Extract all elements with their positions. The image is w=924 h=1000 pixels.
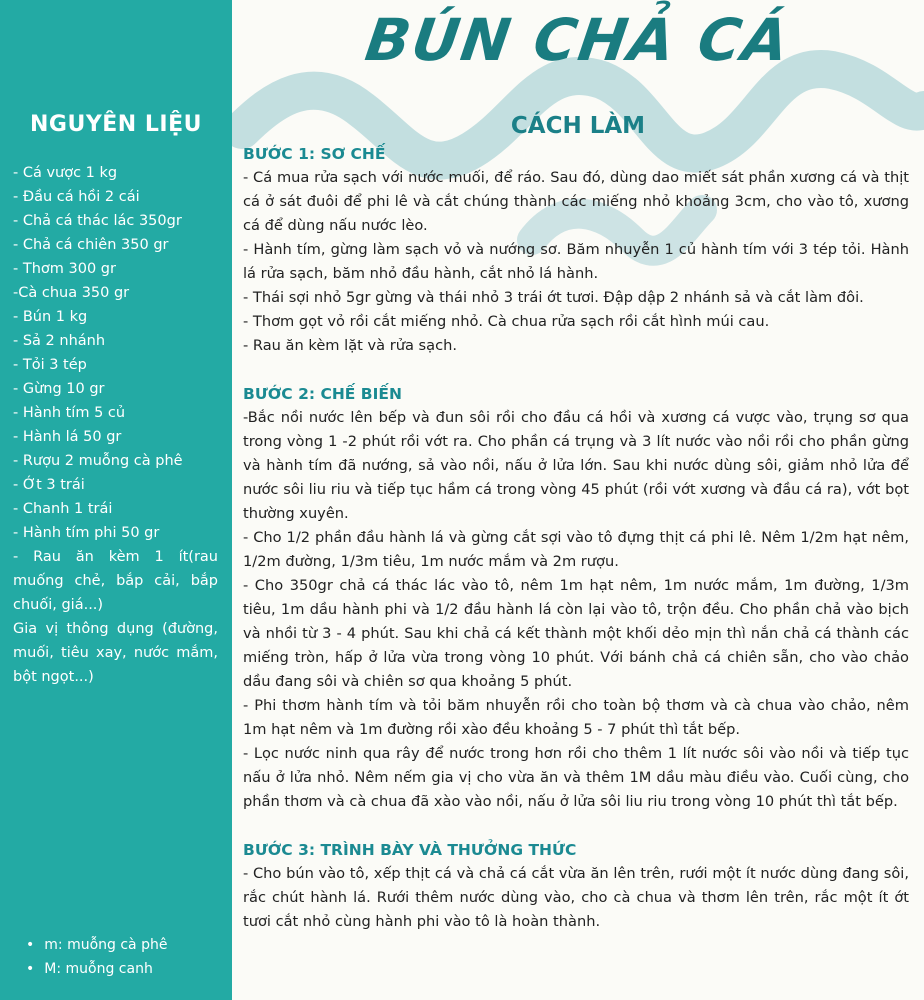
ingredient-item: - Chanh 1 trái: [13, 501, 113, 517]
step-paragraph: - Lọc nước ninh qua rây để nước trong hơn rồi cho thêm 1 lít nước sôi vào nồi và tiếp tục nấu ở lửa nhỏ. Nêm nếm gia vị cho vừa ăn và thêm 1M dầu màu điều vào. Cuối cùng, cho phần thơm và cà chua đã xào vào nồi, nấu ở lửa sôi liu riu trong vòng 10 phút thì tắt bếp.: [243, 745, 909, 810]
step-paragraph: - Hành tím, gừng làm sạch vỏ và nướng sơ. Băm nhuyễn 1 củ hành tím với 3 tép tỏi. Hành lá rửa sạch, băm nhỏ đầu hành, cắt nhỏ lá hành.: [243, 241, 909, 282]
recipe-title: BÚN CHẢ CÁ: [361, 6, 795, 74]
ingredient-item: - Rượu 2 muỗng cà phê: [13, 453, 183, 469]
step-section: [243, 838, 909, 934]
step-paragraph: - Cho 1/2 phần đầu hành lá và gừng cắt sợi vào tô đựng thịt cá phi lê. Nêm 1/2m hạt nêm, 1/2m đường, 1/3m tiêu, 1m nước mắm và 2m rượu.: [243, 529, 909, 570]
step-paragraph: - Cá mua rửa sạch với nước muối, để ráo. Sau đó, dùng dao miết sát phần xương cá và thịt cá ở sát đuôi để phi lê và cắt chúng thành các miếng nhỏ khoảng 3cm, cho vào tô, xương cá để dùng nấu nước lèo.: [243, 169, 909, 234]
ingredient-item: -Cà chua 350 gr: [13, 285, 130, 301]
ingredient-item: - Chả cá thác lác 350gr: [13, 213, 182, 229]
step-paragraph: - Phi thơm hành tím và tỏi băm nhuyễn rồi cho toàn bộ thơm và cà chua vào chảo, nêm 1m hạt nêm và 1m đường rồi xào đều khoảng 5 - 7 phút thì tắt bếp.: [243, 697, 909, 738]
ingredient-item: - Đầu cá hồi 2 cái: [13, 189, 140, 205]
ingredient-item: - Hành tím 5 củ: [13, 405, 126, 421]
step-paragraph: - Rau ăn kèm lặt và rửa sạch.: [243, 337, 458, 354]
step-section: [243, 142, 909, 358]
ingredient-item: - Thơm 300 gr: [13, 261, 116, 277]
ingredient-item: - Bún 1 kg: [13, 309, 88, 325]
ingredient-item: - Cá vược 1 kg: [13, 165, 118, 181]
step-paragraph: - Thơm gọt vỏ rồi cắt miếng nhỏ. Cà chua rửa sạch rồi cắt hình múi cau.: [243, 313, 770, 330]
ingredient-item: - Tỏi 3 tép: [13, 357, 87, 373]
step-section: [243, 382, 909, 814]
unit-legend: [26, 933, 167, 981]
ingredient-item: - Hành lá 50 gr: [13, 429, 122, 445]
ingredients-sidebar: [0, 0, 232, 1000]
step-paragraph: - Cho bún vào tô, xếp thịt cá và chả cá cắt vừa ăn lên trên, rưới một ít nước dùng đang sôi, rắc chút hành lá. Rưới thêm nước dùng vào, cho cà chua và thơm lên trên, rắc một ít ớt tươi cắt nhỏ cùng hành phi vào tô là hoàn thành.: [243, 865, 909, 930]
step-heading: BƯỚC 1: SƠ CHẾ: [243, 145, 386, 163]
ingredients-list: [13, 161, 218, 689]
step-heading: BƯỚC 3: TRÌNH BÀY VÀ THƯỞNG THỨC: [243, 841, 577, 859]
ingredient-item: - Sả 2 nhánh: [13, 333, 106, 349]
recipe-steps: [243, 142, 909, 958]
legend-item: • M: muỗng canh: [26, 957, 167, 981]
ingredient-item: Gia vị thông dụng (đường, muối, tiêu xay, nước mắm, bột ngọt...): [13, 621, 218, 685]
step-paragraph: - Cho 350gr chả cá thác lác vào tô, nêm 1m hạt nêm, 1m nước mắm, 1m đường, 1/3m tiêu, 1m dầu hành phi và 1/2 đầu hành lá còn lại vào tô, trộn đều. Cho phần chả vào bịch và nhồi từ 3 - 4 phút. Sau khi chả cá kết thành một khối dẻo mịn thì nắn chả cá thành các miếng tròn, hấp ở lửa vừa trong vòng 10 phút. Với bánh chả cá chiên sẵn, cho vào chảo dầu đang sôi và chiên sơ qua khoảng 5 phút.: [243, 577, 909, 690]
step-paragraph: - Thái sợi nhỏ 5gr gừng và thái nhỏ 3 trái ớt tươi. Đập dập 2 nhánh sả và cắt làm đôi.: [243, 289, 864, 306]
ingredient-item: - Ớt 3 trái: [13, 477, 85, 493]
method-heading: CÁCH LÀM: [510, 113, 646, 139]
ingredient-item: - Gừng 10 gr: [13, 381, 105, 397]
ingredient-item: - Rau ăn kèm 1 ít(rau muống chẻ, bắp cải, bắp chuối, giá...): [13, 549, 218, 613]
ingredient-item: - Chả cá chiên 350 gr: [13, 237, 169, 253]
step-heading: BƯỚC 2: CHẾ BIẾN: [243, 385, 402, 403]
ingredient-item: - Hành tím phi 50 gr: [13, 525, 160, 541]
legend-item: • m: muỗng cà phê: [26, 933, 167, 957]
ingredients-heading: NGUYÊN LIỆU: [30, 112, 202, 137]
step-paragraph: -Bắc nồi nước lên bếp và đun sôi rồi cho đầu cá hồi và xương cá vược vào, trụng sơ qua trong vòng 1 -2 phút rồi vớt ra. Cho phần cá trụng và 3 lít nước vào nồi rồi cho phần gừng và hành tím đã nướng, sả vào nồi, nấu ở lửa lớn. Sau khi nước dùng sôi, giảm nhỏ lửa để nước sôi liu riu và tiếp tục hầm cá trong vòng 45 phút (rồi vớt xương và đầu cá ra), vớt bọt thường xuyên.: [243, 409, 909, 522]
